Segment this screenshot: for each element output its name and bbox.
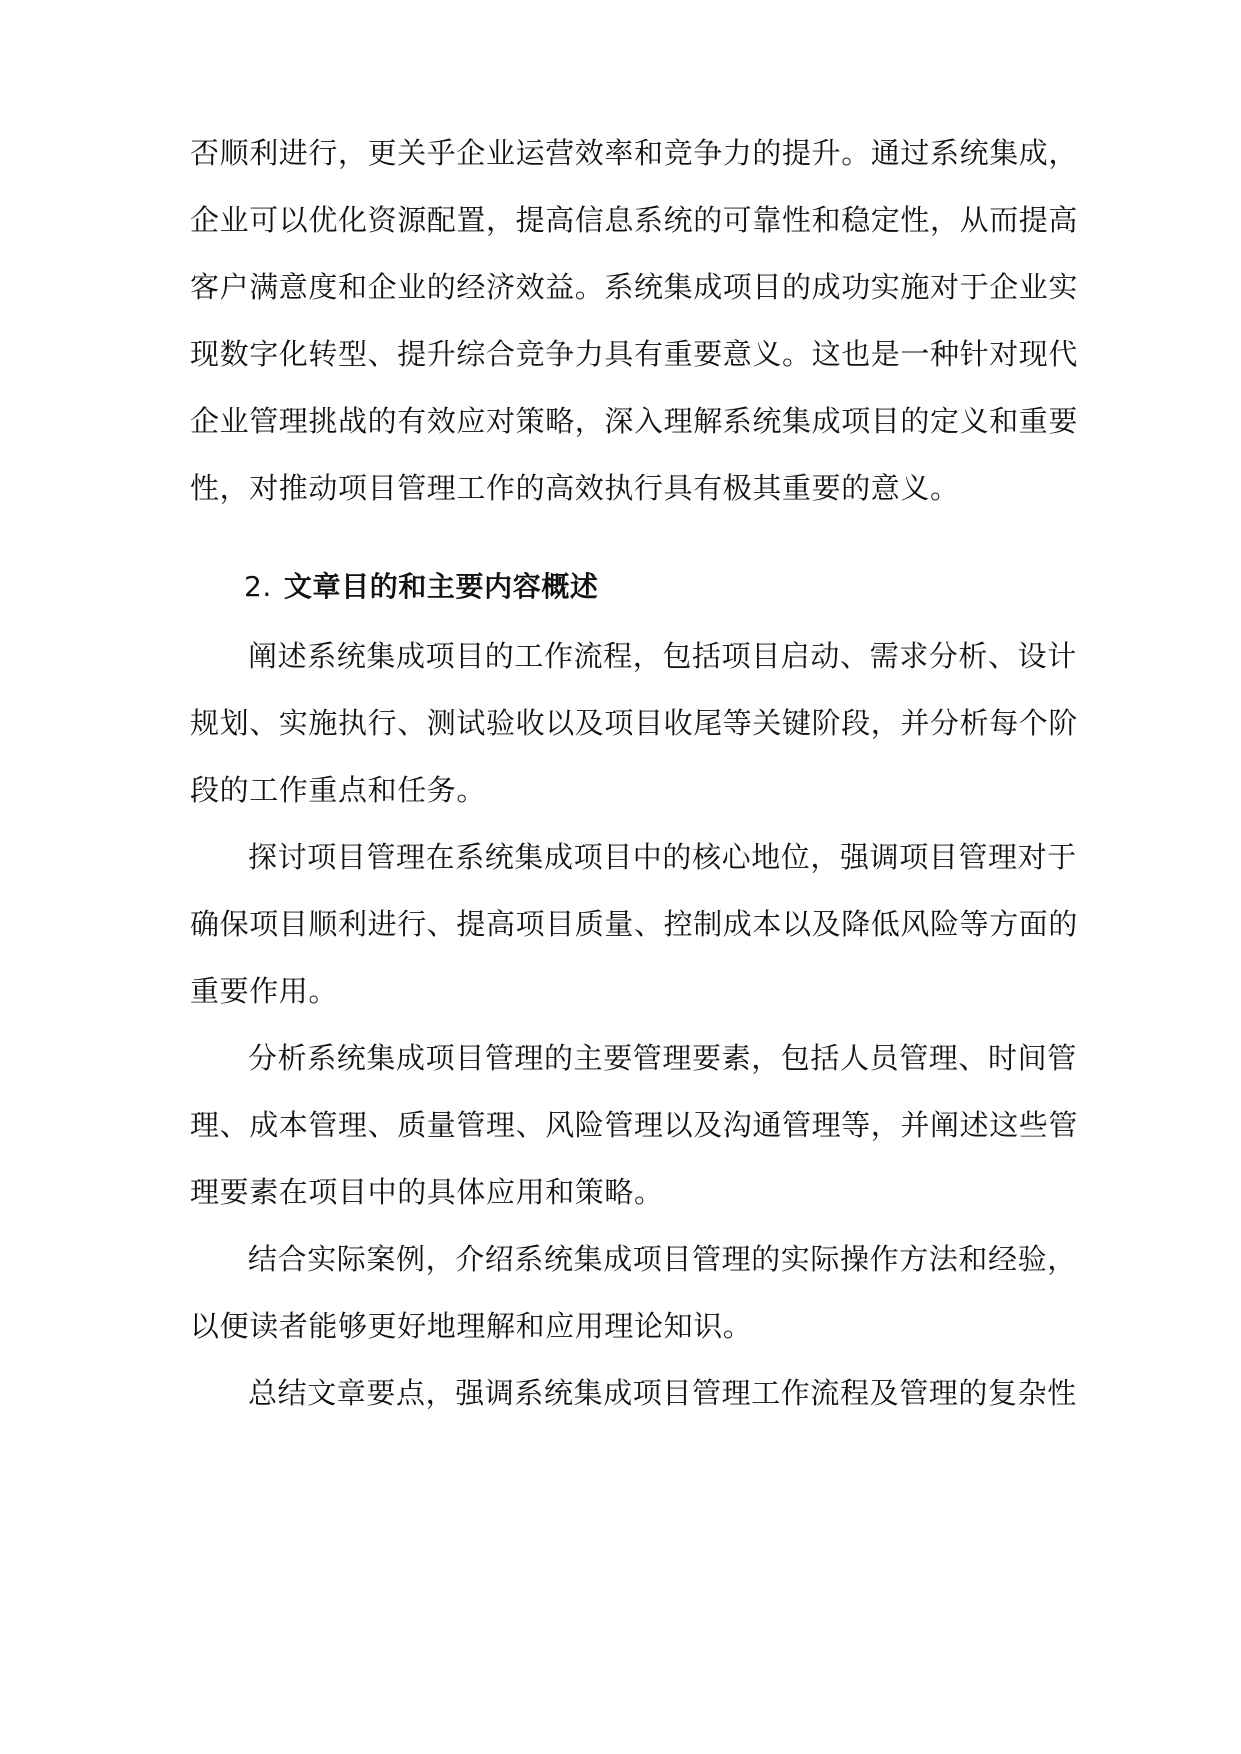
section-number: 2.: [244, 570, 272, 603]
paragraph-line: 理、成本管理、质量管理、风险管理以及沟通管理等，并阐述这些管: [190, 1108, 1079, 1142]
paragraph-line: 理要素在项目中的具体应用和策略。: [190, 1175, 664, 1209]
paragraph-line: 总结文章要点，强调系统集成项目管理工作流程及管理的复杂性: [248, 1376, 1077, 1410]
paragraph-line: 否顺利进行，更关乎企业运营效率和竞争力的提升。通过系统集成，: [190, 136, 1079, 170]
paragraph-line: 阐述系统集成项目的工作流程，包括项目启动、需求分析、设计: [248, 639, 1077, 673]
paragraph-line: 规划、实施执行、测试验收以及项目收尾等关键阶段，并分析每个阶: [190, 706, 1079, 740]
paragraph-line: 现数字化转型、提升综合竞争力具有重要意义。这也是一种针对现代: [190, 337, 1079, 371]
paragraph-line: 性，对推动项目管理工作的高效执行具有极其重要的意义。: [190, 471, 960, 505]
paragraph-line: 探讨项目管理在系统集成项目中的核心地位，强调项目管理对于: [248, 840, 1077, 874]
paragraph-line: 确保项目顺利进行、提高项目质量、控制成本以及降低风险等方面的: [190, 907, 1079, 941]
paragraph-line: 企业管理挑战的有效应对策略，深入理解系统集成项目的定义和重要: [190, 404, 1079, 438]
paragraph-line: 段的工作重点和任务。: [190, 773, 487, 807]
paragraph-line: 客户满意度和企业的经济效益。系统集成项目的成功实施对于企业实: [190, 270, 1079, 304]
paragraph-line: 企业可以优化资源配置，提高信息系统的可靠性和稳定性，从而提高: [190, 203, 1079, 237]
paragraph-line: 分析系统集成项目管理的主要管理要素，包括人员管理、时间管: [248, 1041, 1077, 1075]
paragraph-line: 重要作用。: [190, 974, 339, 1008]
paragraph-line: 结合实际案例，介绍系统集成项目管理的实际操作方法和经验，: [248, 1242, 1077, 1276]
section-title: 文章目的和主要内容概述: [283, 570, 599, 603]
section-heading: [244, 567, 1114, 607]
paragraph-line: 以便读者能够更好地理解和应用理论知识。: [190, 1309, 753, 1343]
